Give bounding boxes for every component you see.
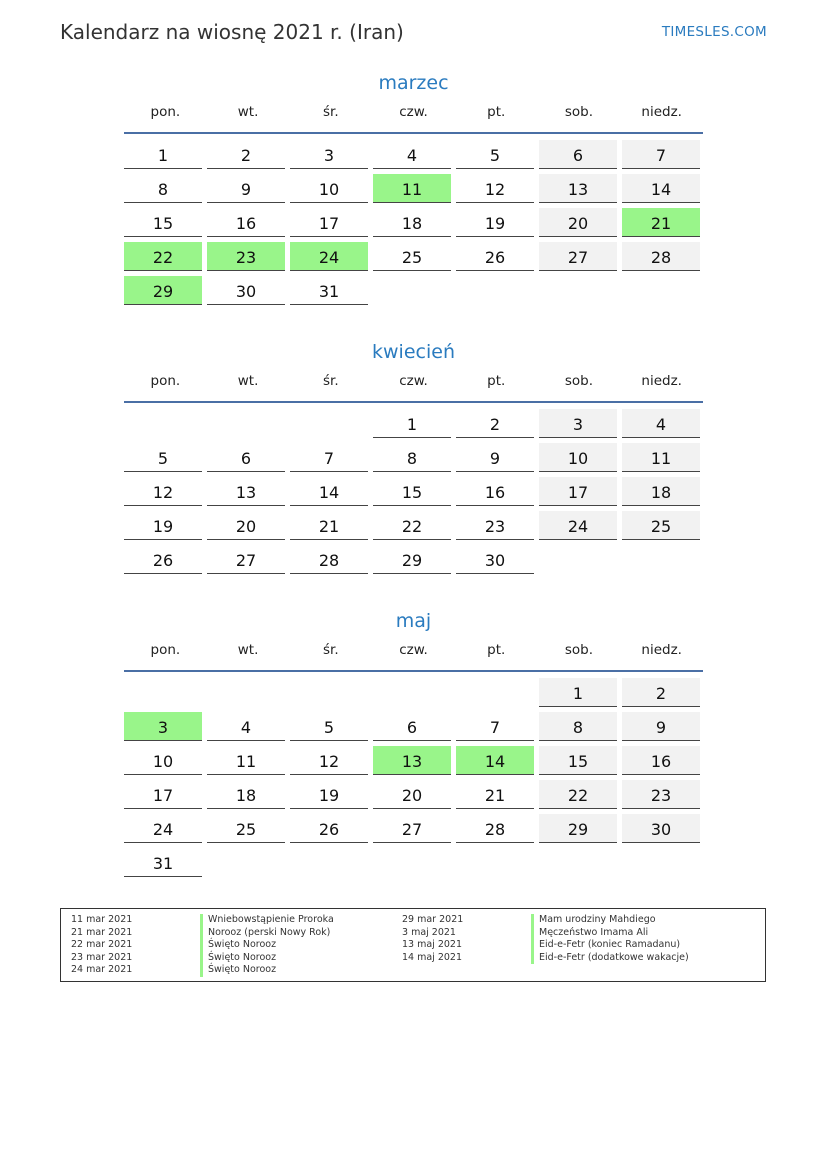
day-cell: 27	[373, 814, 451, 843]
weekday-label: czw.	[399, 104, 428, 120]
weekday-label: pt.	[487, 642, 506, 658]
header-divider	[124, 132, 703, 134]
day-cell: 1	[124, 140, 202, 169]
day-cell: 29	[539, 814, 617, 843]
empty-cell	[456, 276, 534, 305]
day-cell: 2	[456, 409, 534, 438]
weekday-header	[124, 104, 703, 126]
legend-date: 14 maj 2021	[402, 951, 463, 963]
day-cell: 2	[207, 140, 285, 169]
legend-holiday: Święto Norooz	[200, 939, 400, 952]
day-cell: 16	[622, 746, 700, 775]
empty-cell	[539, 545, 617, 574]
day-cell: 23	[622, 780, 700, 809]
day-cell: 19	[290, 780, 368, 809]
day-cell: 17	[290, 208, 368, 237]
weekday-label: pt.	[487, 104, 506, 120]
legend-date: 3 maj 2021	[402, 926, 456, 938]
day-cell: 9	[622, 712, 700, 741]
weekday-label: niedz.	[641, 373, 682, 389]
day-cell: 22	[539, 780, 617, 809]
weekday-label: sob.	[564, 642, 594, 658]
month-title: kwiecień	[372, 341, 455, 363]
day-cell: 30	[456, 545, 534, 574]
day-cell: 8	[539, 712, 617, 741]
day-cell: 20	[207, 511, 285, 540]
empty-cell	[207, 409, 285, 438]
day-cell: 17	[124, 780, 202, 809]
day-cell: 13	[373, 746, 451, 775]
brand-link[interactable]: TIMESLES.COM	[661, 24, 767, 40]
day-cell: 13	[539, 174, 617, 203]
legend-holiday: Norooz (perski Nowy Rok)	[200, 927, 400, 940]
day-cell: 3	[290, 140, 368, 169]
day-cell: 11	[373, 174, 451, 203]
legend-date: 24 mar 2021	[71, 964, 133, 975]
day-cell: 3	[539, 409, 617, 438]
day-cell: 27	[539, 242, 617, 271]
weekday-label: niedz.	[641, 104, 682, 120]
weekday-label: niedz.	[641, 642, 682, 658]
legend-dates-right	[402, 914, 522, 964]
day-grid	[124, 140, 703, 305]
legend-holiday: Eid-e-Fetr (koniec Ramadanu)	[531, 939, 731, 952]
weekday-label: śr.	[322, 373, 339, 389]
day-cell: 21	[456, 780, 534, 809]
empty-cell	[622, 848, 700, 877]
header-divider	[124, 401, 703, 403]
day-cell: 10	[290, 174, 368, 203]
month-march	[124, 68, 703, 305]
day-cell: 24	[539, 511, 617, 540]
day-cell: 5	[290, 712, 368, 741]
legend-holiday: Święto Norooz	[200, 952, 400, 965]
day-cell: 23	[456, 511, 534, 540]
day-cell: 12	[290, 746, 368, 775]
day-cell: 7	[456, 712, 534, 741]
day-cell: 28	[456, 814, 534, 843]
day-cell: 1	[373, 409, 451, 438]
legend-holiday: Eid-e-Fetr (dodatkowe wakacje)	[531, 952, 731, 965]
day-cell: 26	[456, 242, 534, 271]
day-cell: 21	[622, 208, 700, 237]
day-cell: 15	[373, 477, 451, 506]
day-cell: 30	[207, 276, 285, 305]
day-cell: 11	[622, 443, 700, 472]
day-cell: 28	[290, 545, 368, 574]
empty-cell	[124, 409, 202, 438]
day-cell: 18	[207, 780, 285, 809]
month-title: marzec	[378, 72, 449, 94]
day-cell: 27	[207, 545, 285, 574]
weekday-header	[124, 642, 703, 664]
day-cell: 10	[539, 443, 617, 472]
weekday-label: pon.	[150, 642, 181, 658]
page-title: Kalendarz na wiosnę 2021 r. (Iran)	[60, 20, 404, 44]
weekday-label: pt.	[487, 373, 506, 389]
empty-cell	[539, 276, 617, 305]
day-cell: 26	[290, 814, 368, 843]
legend-names-left	[200, 914, 400, 977]
day-cell: 25	[207, 814, 285, 843]
weekday-label: wt.	[237, 104, 259, 120]
day-cell: 21	[290, 511, 368, 540]
day-cell: 22	[373, 511, 451, 540]
day-cell: 6	[207, 443, 285, 472]
month-may	[124, 606, 703, 877]
legend-holiday: Mam urodziny Mahdiego	[531, 914, 731, 927]
weekday-label: śr.	[322, 642, 339, 658]
day-cell: 16	[456, 477, 534, 506]
weekday-label: czw.	[399, 373, 428, 389]
day-cell: 24	[290, 242, 368, 271]
day-cell: 31	[124, 848, 202, 877]
empty-cell	[456, 848, 534, 877]
day-cell: 31	[290, 276, 368, 305]
empty-cell	[290, 848, 368, 877]
legend-holiday: Wniebowstąpienie Proroka	[200, 914, 400, 927]
day-cell: 14	[622, 174, 700, 203]
weekday-label: śr.	[322, 104, 339, 120]
day-cell: 11	[207, 746, 285, 775]
day-cell: 23	[207, 242, 285, 271]
legend-date: 29 mar 2021	[402, 914, 464, 925]
day-cell: 4	[207, 712, 285, 741]
day-cell: 4	[373, 140, 451, 169]
day-cell: 12	[124, 477, 202, 506]
day-cell: 8	[124, 174, 202, 203]
empty-cell	[373, 276, 451, 305]
legend-dates-left	[71, 914, 191, 977]
weekday-label: sob.	[564, 104, 594, 120]
day-cell: 9	[207, 174, 285, 203]
day-cell: 6	[373, 712, 451, 741]
day-grid	[124, 678, 703, 877]
legend-holiday: Święto Norooz	[200, 964, 400, 977]
day-cell: 29	[373, 545, 451, 574]
day-cell: 2	[622, 678, 700, 707]
day-cell: 24	[124, 814, 202, 843]
month-title: maj	[395, 610, 432, 632]
day-cell: 30	[622, 814, 700, 843]
day-cell: 3	[124, 712, 202, 741]
legend-names-right	[531, 914, 731, 964]
day-cell: 13	[207, 477, 285, 506]
legend-date: 23 mar 2021	[71, 951, 133, 963]
day-cell: 25	[622, 511, 700, 540]
day-cell: 6	[539, 140, 617, 169]
day-cell: 20	[373, 780, 451, 809]
day-cell: 20	[539, 208, 617, 237]
legend-date: 13 maj 2021	[402, 939, 463, 950]
day-cell: 17	[539, 477, 617, 506]
empty-cell	[290, 678, 368, 707]
empty-cell	[207, 848, 285, 877]
day-cell: 26	[124, 545, 202, 574]
empty-cell	[539, 848, 617, 877]
day-grid	[124, 409, 703, 574]
day-cell: 8	[373, 443, 451, 472]
empty-cell	[622, 276, 700, 305]
weekday-label: pon.	[150, 373, 181, 389]
day-cell: 19	[124, 511, 202, 540]
weekday-label: czw.	[399, 642, 428, 658]
weekday-label: pon.	[150, 104, 181, 120]
day-cell: 5	[456, 140, 534, 169]
day-cell: 7	[622, 140, 700, 169]
weekday-label: sob.	[564, 373, 594, 389]
day-cell: 18	[373, 208, 451, 237]
day-cell: 7	[290, 443, 368, 472]
day-cell: 28	[622, 242, 700, 271]
weekday-header	[124, 373, 703, 395]
empty-cell	[207, 678, 285, 707]
day-cell: 18	[622, 477, 700, 506]
empty-cell	[373, 678, 451, 707]
day-cell: 14	[456, 746, 534, 775]
empty-cell	[622, 545, 700, 574]
legend-date: 11 mar 2021	[71, 914, 133, 925]
empty-cell	[373, 848, 451, 877]
empty-cell	[290, 409, 368, 438]
day-cell: 15	[539, 746, 617, 775]
weekday-label: wt.	[237, 642, 259, 658]
day-cell: 9	[456, 443, 534, 472]
legend-date: 21 mar 2021	[71, 926, 133, 938]
day-cell: 10	[124, 746, 202, 775]
empty-cell	[124, 678, 202, 707]
day-cell: 4	[622, 409, 700, 438]
day-cell: 5	[124, 443, 202, 472]
day-cell: 25	[373, 242, 451, 271]
legend-date: 22 mar 2021	[71, 939, 133, 950]
day-cell: 15	[124, 208, 202, 237]
day-cell: 29	[124, 276, 202, 305]
day-cell: 14	[290, 477, 368, 506]
month-april	[124, 337, 703, 574]
header-divider	[124, 670, 703, 672]
legend-holiday: Męczeństwo Imama Ali	[531, 927, 731, 940]
holiday-legend	[60, 908, 766, 982]
day-cell: 19	[456, 208, 534, 237]
day-cell: 22	[124, 242, 202, 271]
empty-cell	[456, 678, 534, 707]
weekday-label: wt.	[237, 373, 259, 389]
day-cell: 1	[539, 678, 617, 707]
day-cell: 16	[207, 208, 285, 237]
day-cell: 12	[456, 174, 534, 203]
